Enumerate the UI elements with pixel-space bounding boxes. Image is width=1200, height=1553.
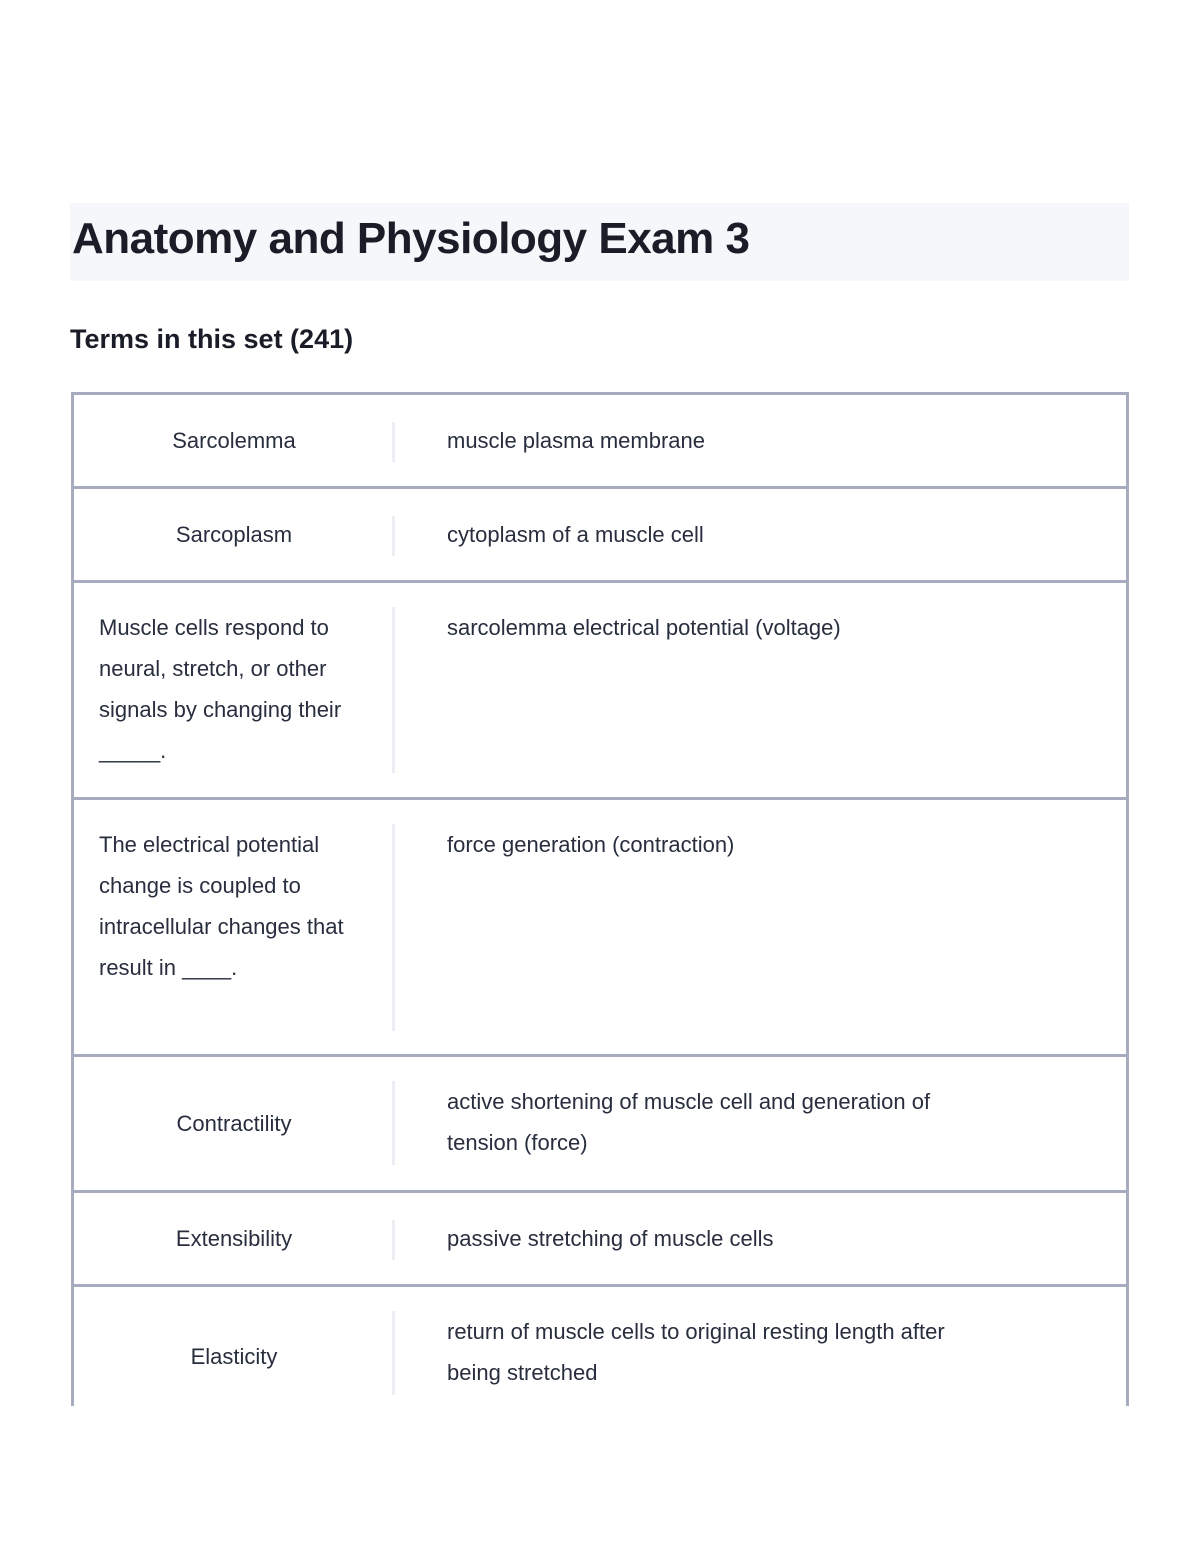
term-row <box>74 800 1126 1057</box>
column-divider <box>392 516 395 556</box>
term-text: Contractility <box>176 1111 292 1136</box>
term-text: Elasticity <box>190 1343 278 1369</box>
definition-text: muscle plasma membrane <box>447 428 705 453</box>
column-divider <box>392 607 395 773</box>
definition-text: force generation (contraction) <box>447 832 735 857</box>
term-row <box>74 1193 1126 1287</box>
definition-text: passive stretching of muscle cells <box>447 1226 774 1251</box>
column-divider <box>392 1311 395 1395</box>
definition-text: return of muscle cells to original resting length after being stretched <box>447 1319 945 1385</box>
term-row <box>74 1057 1126 1193</box>
term-row <box>74 395 1126 489</box>
term-text: Sarcoplasm <box>175 522 293 547</box>
terms-table <box>71 392 1129 1406</box>
term-text: Muscle cells respond to neural, stretch, or other signals by changing their _____. <box>99 615 342 763</box>
definition-text: sarcolemma electrical potential (voltage) <box>447 615 841 640</box>
term-text: Extensibility <box>175 1226 293 1251</box>
term-row <box>74 1287 1126 1406</box>
definition-text: cytoplasm of a muscle cell <box>447 522 704 547</box>
term-row <box>74 489 1126 583</box>
page-title: Anatomy and Physiology Exam 3 <box>72 214 750 263</box>
title-bar <box>70 203 1129 281</box>
column-divider <box>392 824 395 1031</box>
column-divider <box>392 422 395 462</box>
term-text: Sarcolemma <box>172 428 296 453</box>
column-divider <box>392 1081 395 1165</box>
column-divider <box>392 1220 395 1260</box>
term-text: The electrical potential change is coupled to intracellular changes that result in ____. <box>99 832 344 980</box>
terms-heading: Terms in this set (241) <box>70 324 354 354</box>
term-row <box>74 583 1126 800</box>
definition-text: active shortening of muscle cell and generation of tension (force) <box>447 1089 931 1155</box>
